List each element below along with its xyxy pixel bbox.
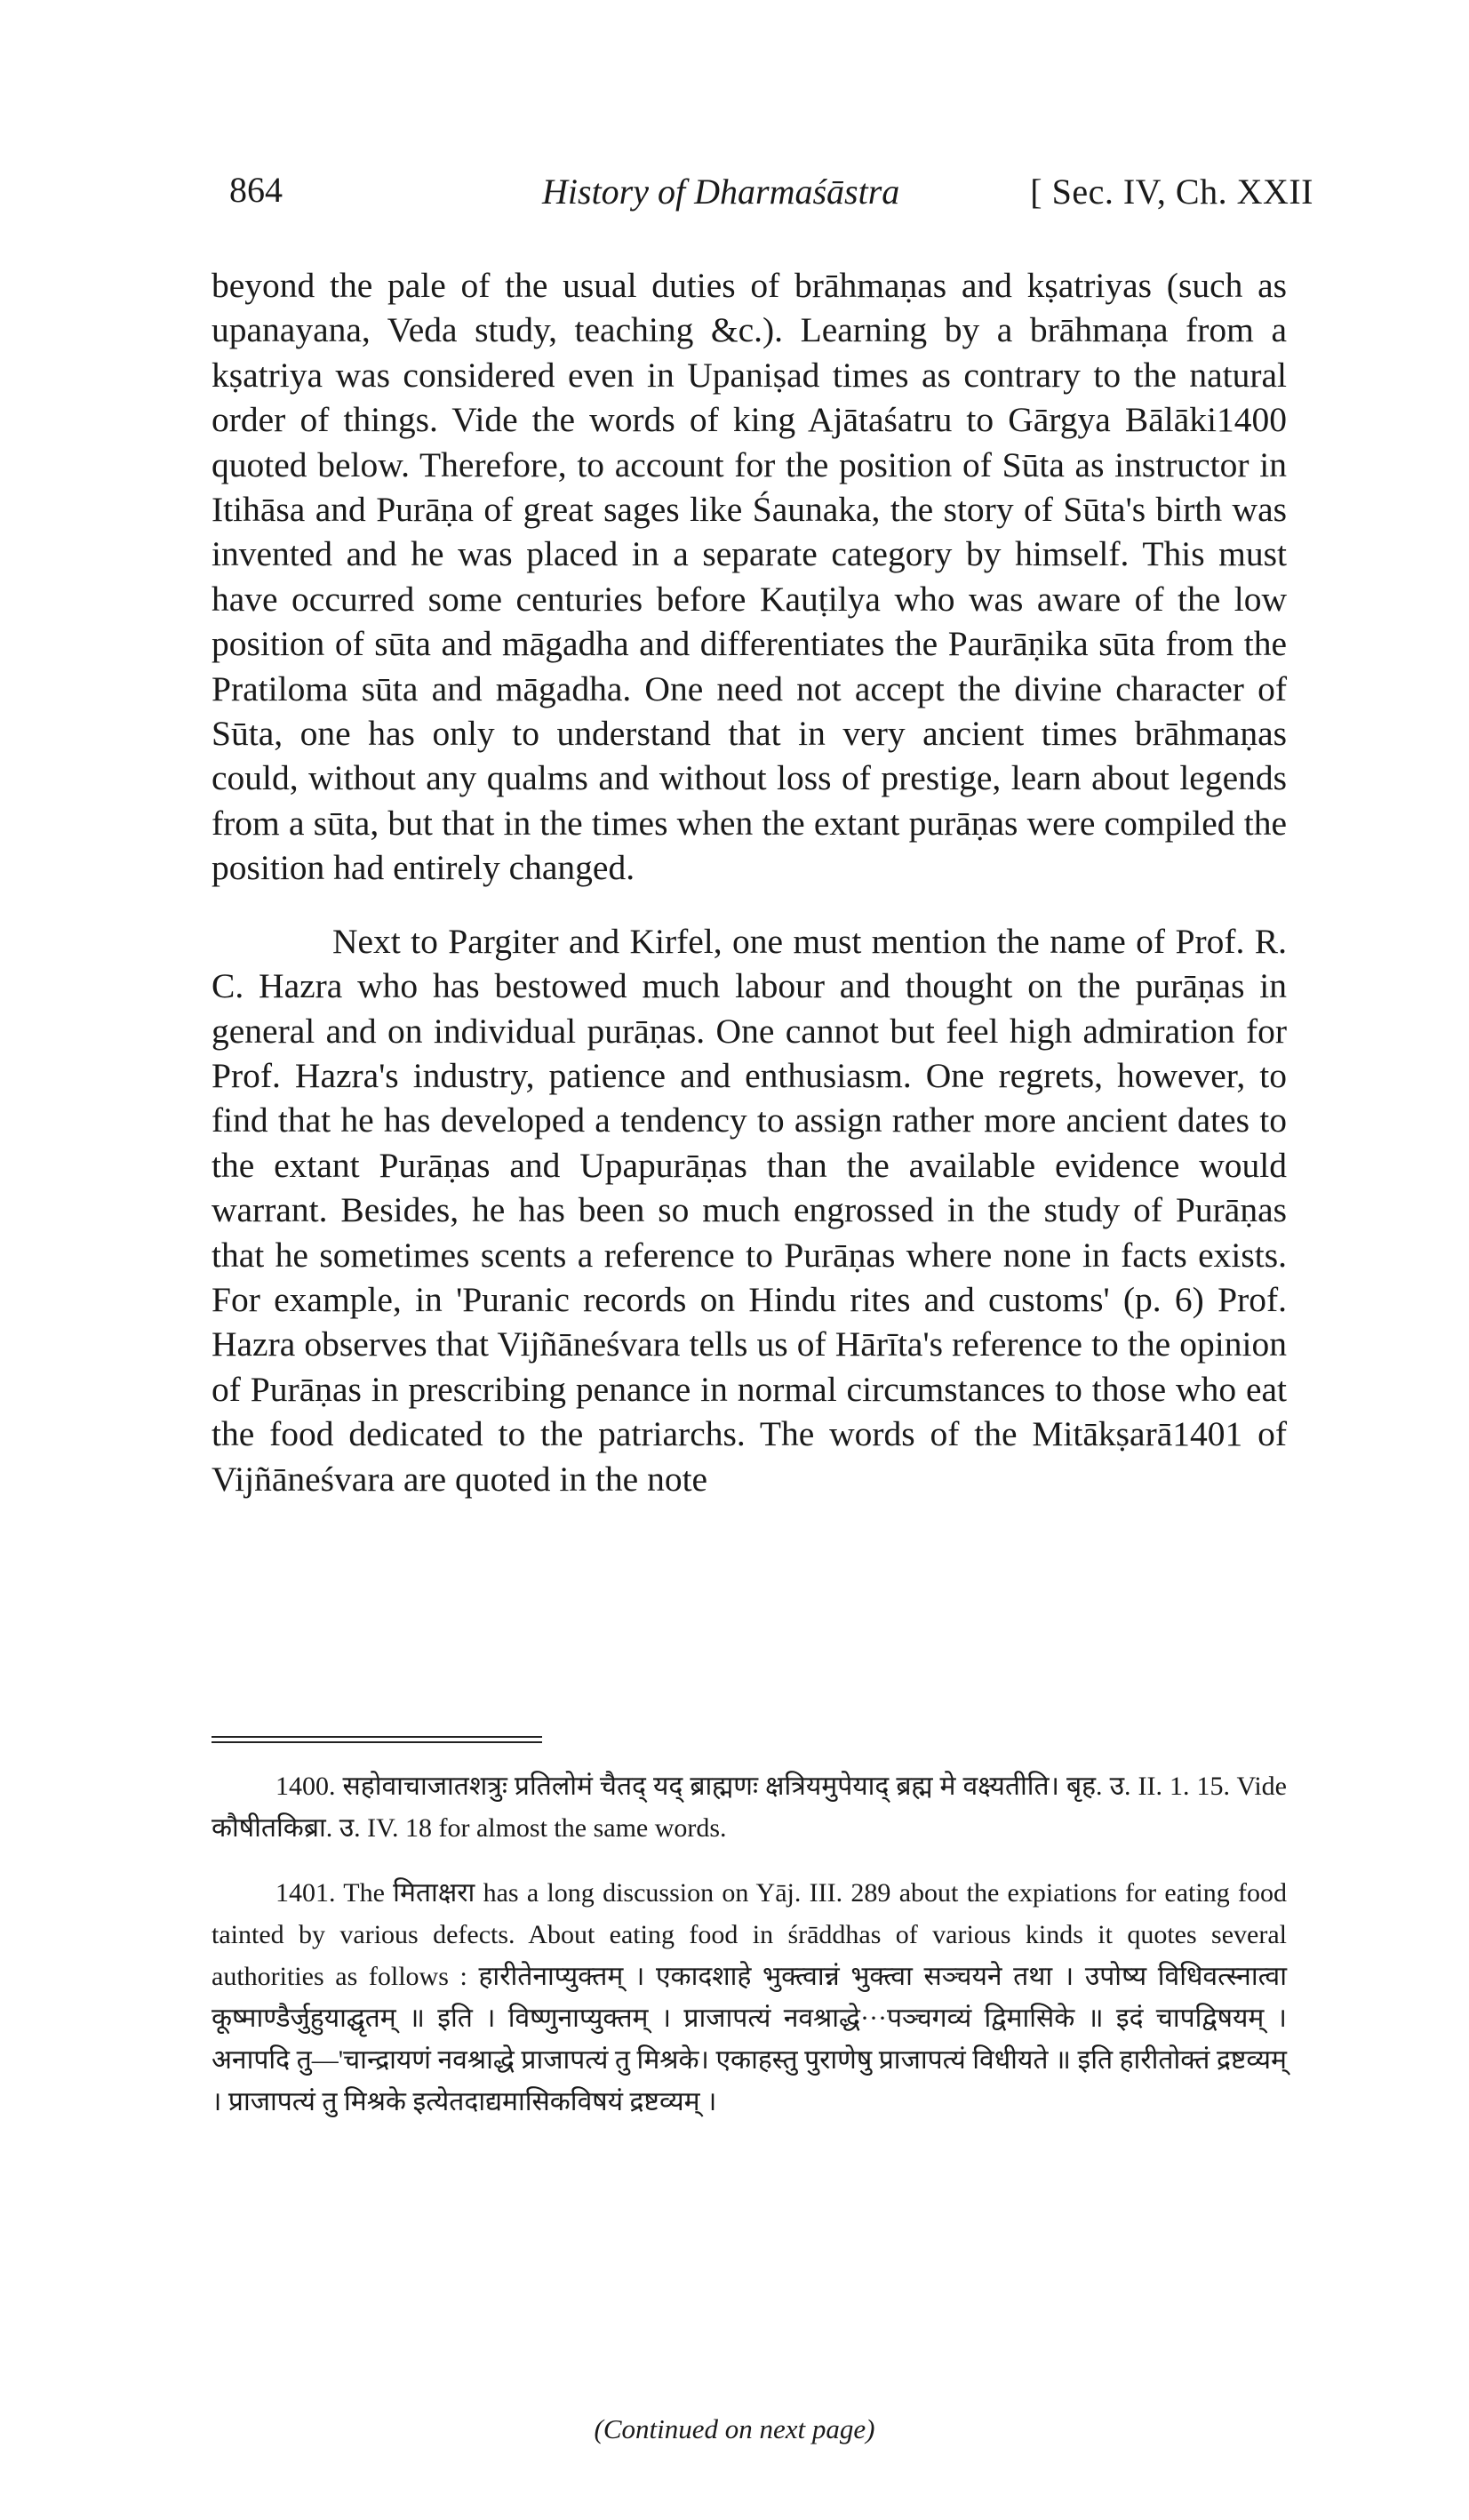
footnote-1401 — [212, 1872, 1287, 2123]
paragraph: beyond the pale of the usual duties of brāhmaṇas and kṣatriyas (such as upanayana, Veda study, teaching &c.). Learning by a brāhmaṇa from a kṣatriya was considered even in Upaniṣad times as contrary to the natural order of things. Vide the words of king Ajātaśatru to Gārgya Bālāki1400 quoted below. Therefore, to account for the position of Sūta as instructor in Itihāsa and Purāṇa of great sages like Śaunaka, the story of Sūta's birth was invented and he was placed in a separate category by himself. This must have occurred some centuries before Kauṭilya who was aware of the low position of sūta and māgadha and differentiates the Paurāṇika sūta from the Pratiloma sūta and māgadha. One need not accept the divine character of Sūta, one has only to understand that in very ancient times brāhmaṇas could, without any qualms and without loss of prestige, learn about legends from a sūta, but that in the times when the extant purāṇas were compiled the position had entirely changed. — [212, 266, 1287, 888]
footnote-text: 1400. सहोवाचाजातशत्रुः प्रतिलोमं चैतद् यद् ब्राह्मणः क्षत्रियमुपेयाद् ब्रह्म मे वक्ष्यतीति। बृह. उ. II. 1. 15. Vide कौषीतकिब्रा. उ. IV. 18 for almost the same words. — [212, 1772, 1287, 1843]
page-header — [229, 169, 1313, 231]
continued-note: (Continued on next page) — [594, 2413, 875, 2444]
section-reference: [ Sec. IV, Ch. XXII — [1030, 172, 1313, 212]
running-title: History of Dharmaśāstra — [542, 172, 900, 212]
footnotes — [212, 1765, 1287, 2146]
footnote-text: 1401. The मिताक्षरा has a long discussion on Yāj. III. 289 about the expiations for eating food tainted by various defects. About eating food in śrāddhas of various kinds it quotes several authorities as follows : हारीतेनाप्युक्तम् । एकादशाहे भुक्त्वान्नं भुक्त्वा सञ्चयने तथा । उपोष्य विधिवत्स्नात्वा कूष्माण्डैर्जुहुयाद्घृतम् ॥ इति । विष्णुनाप्युक्तम् । प्राजापत्यं नवश्राद्धे···पञ्चगव्यं द्विमासिके ॥ इदं चापद्विषयम् । अनापदि तु—'चान्द्रायणं नवश्राद्धे प्राजापत्यं तु मिश्रके। एकाहस्तु पुराणेषु प्राजापत्यं विधीयते ॥ इति हारीतोक्तं द्रष्टव्यम् । प्राजापत्यं तु मिश्रके इत्येतदाद्यमासिकविषयं द्रष्टव्यम् । — [212, 1878, 1287, 2116]
main-text — [212, 263, 1287, 1530]
footnote-divider — [212, 1736, 542, 1743]
paragraph: Next to Pargiter and Kirfel, one must mention the name of Prof. R. C. Hazra who has bestowed much labour and thought on the purāṇas in general and on individual purāṇas. One cannot but feel high admiration for Prof. Hazra's industry, patience and enthusiasm. One regrets, however, to find that he has developed a tendency to assign rather more ancient dates to the extant Purāṇas and Upapurāṇas than the available evidence would warrant. Besides, he has been so much engrossed in the study of Purāṇas that he sometimes scents a reference to Purāṇas where none in facts exists. For example, in 'Puranic records on Hindu rites and customs' (p. 6) Prof. Hazra observes that Vijñāneśvara tells us of Hārīta's reference to the opinion of Purāṇas in prescribing penance in normal circumstances to those who eat the food dedicated to the patriarchs. The words of the Mitākṣarā1401 of Vijñāneśvara are quoted in the note — [212, 921, 1287, 1499]
footnote-1400 — [212, 1765, 1287, 1849]
page-number: 864 — [229, 170, 283, 210]
